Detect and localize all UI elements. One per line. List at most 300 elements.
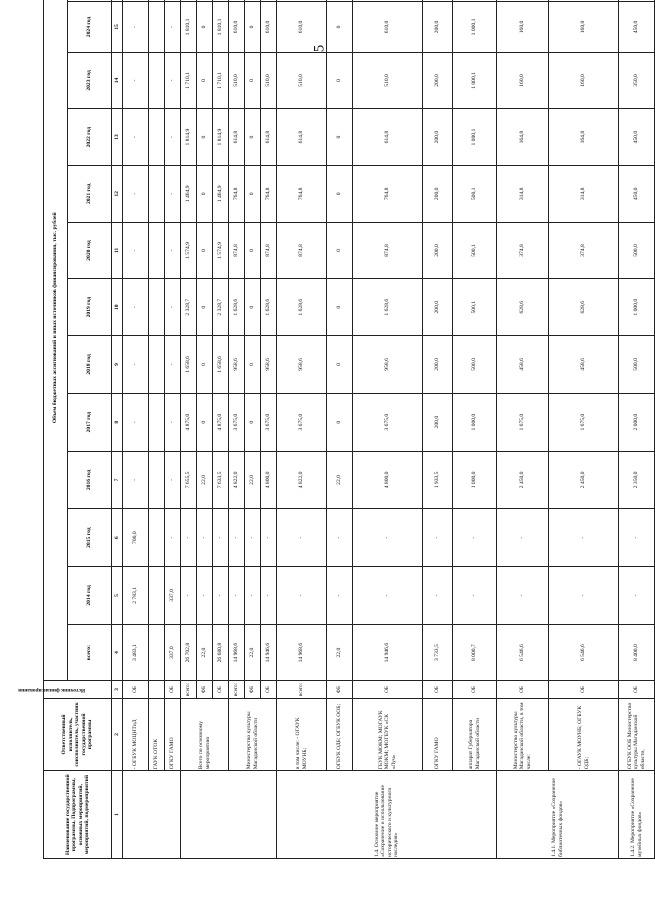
value-cell: - (453, 567, 497, 625)
value-cell: 500,0 (619, 336, 655, 394)
table-row (327, 0, 353, 859)
responsible-cell: в том числе: - ОГАУК МОУНБ; (277, 698, 327, 771)
value-cell: 874,8 (261, 222, 277, 279)
value-cell: 1 574,9 (181, 222, 197, 279)
value-cell: - (165, 336, 181, 394)
value-cell: 22,0 (327, 624, 353, 681)
value-cell: 200,0 (423, 109, 453, 166)
source-cell: ОБ (213, 681, 229, 698)
source-cell: ОБ (123, 681, 149, 698)
value-cell: 610,0 (261, 2, 277, 52)
value-cell: 510,0 (229, 52, 245, 109)
value-cell (327, 0, 353, 2)
value-cell: 628,6 (497, 279, 549, 336)
program-name-cell: 1.4.2. Мероприятие «Сохранение музейных фондов» (619, 771, 655, 859)
header-year: 2015 год (68, 509, 112, 567)
program-name-cell: 1.4. Основное мероприятие «Сохранение и использование исторического и культурного наследия» (277, 771, 497, 859)
value-cell: 2 350,0 (619, 451, 655, 509)
value-cell: 610,0 (277, 2, 327, 52)
value-cell: - (423, 567, 453, 625)
value-cell: 4 822,0 (229, 451, 245, 509)
value-cell: 1 675,0 (497, 393, 549, 451)
value-cell (149, 0, 165, 2)
program-name-cell (123, 771, 181, 859)
table-row (165, 0, 181, 859)
value-cell: 1 000,0 (453, 393, 497, 451)
value-cell: 0 (197, 393, 213, 451)
value-cell: 6 546,6 (497, 624, 549, 681)
value-cell: 0 (245, 52, 261, 109)
value-cell: - (123, 222, 149, 279)
column-index-cell: 15 (112, 2, 123, 52)
value-cell (149, 393, 165, 451)
value-cell: 2 450,0 (497, 451, 549, 509)
value-cell (149, 2, 165, 52)
value-cell: - (213, 509, 229, 567)
table-row (229, 0, 245, 859)
value-cell: 160,0 (497, 2, 549, 52)
value-cell: 1 628,6 (353, 279, 423, 336)
value-cell: 22,0 (245, 624, 261, 681)
value-cell (229, 0, 245, 2)
value-cell: 314,8 (549, 165, 619, 222)
value-cell: - (181, 509, 197, 567)
value-cell: - (423, 509, 453, 567)
table-row (123, 0, 149, 859)
column-index-row (112, 0, 123, 859)
column-index-cell: 9 (112, 336, 123, 394)
value-cell: - (165, 52, 181, 109)
table-row (353, 0, 423, 859)
value-cell: 500,1 (453, 279, 497, 336)
value-cell: 1 000,1 (453, 2, 497, 52)
value-cell: - (327, 567, 353, 625)
source-cell: ОБ (423, 681, 453, 698)
source-cell: всего: (277, 681, 327, 698)
value-cell: 874,8 (353, 222, 423, 279)
value-cell: - (549, 509, 619, 567)
value-cell: 1 810,1 (181, 2, 197, 52)
value-cell: 26 680,8 (213, 624, 229, 681)
value-cell: - (245, 567, 261, 625)
value-cell: 500,0 (619, 222, 655, 279)
value-cell: 874,8 (229, 222, 245, 279)
value-cell (497, 0, 549, 2)
value-cell: - (229, 567, 245, 625)
value-cell: - (497, 509, 549, 567)
source-cell: ОБ (497, 681, 549, 698)
table-row (619, 0, 655, 859)
value-cell: 764,8 (277, 165, 327, 222)
value-cell: 22,0 (197, 451, 213, 509)
responsible-cell: аппарат Губернатора Магаданской области (453, 698, 497, 771)
source-cell: ОБ (549, 681, 619, 698)
column-index-cell: 11 (112, 222, 123, 279)
value-cell (149, 509, 165, 567)
value-cell: 510,0 (261, 52, 277, 109)
value-cell: 0 (327, 165, 353, 222)
value-cell: 14 968,6 (277, 624, 327, 681)
value-cell: 450,0 (619, 2, 655, 52)
value-cell: 2 328,7 (213, 279, 229, 336)
source-cell: ОБ (165, 681, 181, 698)
value-cell: 7 655,5 (181, 451, 197, 509)
value-cell: 510,0 (353, 52, 423, 109)
value-cell (149, 109, 165, 166)
value-cell: 337,0 (165, 567, 181, 625)
value-cell: 0 (245, 109, 261, 166)
value-cell: 1 675,0 (549, 393, 619, 451)
rotated-table-container (18, 0, 646, 859)
responsible-cell: Министерство культуры Магаданской области, в том числе: (497, 698, 549, 771)
value-cell: 450,0 (619, 165, 655, 222)
value-cell: - (165, 109, 181, 166)
value-cell: - (123, 279, 149, 336)
table-row (181, 0, 197, 859)
value-cell: 614,8 (277, 109, 327, 166)
column-index-cell: 5 (112, 567, 123, 625)
value-cell: - (123, 109, 149, 166)
value-cell: 164,8 (549, 109, 619, 166)
value-cell: 0 (245, 165, 261, 222)
value-cell: - (165, 222, 181, 279)
column-index-cell: 10 (112, 279, 123, 336)
header-year: 2016 год (68, 451, 112, 509)
value-cell: 8 000,7 (453, 624, 497, 681)
value-cell: 1 000,0 (453, 451, 497, 509)
value-cell: 374,8 (549, 222, 619, 279)
value-cell: - (497, 567, 549, 625)
value-cell: 0 (245, 2, 261, 52)
source-cell: ФБ (245, 681, 261, 698)
value-cell: 0 (197, 109, 213, 166)
value-cell (149, 222, 165, 279)
value-cell: 4 800,0 (261, 451, 277, 509)
value-cell: 200,0 (423, 336, 453, 394)
value-cell: - (197, 567, 213, 625)
value-cell: 0 (327, 52, 353, 109)
value-cell (453, 0, 497, 2)
value-cell (181, 0, 197, 2)
value-cell: 0 (327, 109, 353, 166)
value-cell: - (123, 2, 149, 52)
value-cell (149, 279, 165, 336)
responsible-cell: Всего по основному мероприятию (181, 698, 229, 771)
value-cell: 200,0 (423, 165, 453, 222)
value-cell: 6 546,6 (549, 624, 619, 681)
value-cell: 4 800,0 (353, 451, 423, 509)
table-body (112, 0, 655, 859)
column-index-cell: 1 (112, 771, 123, 859)
value-cell (261, 0, 277, 2)
column-index-cell: 4 (112, 624, 123, 681)
value-cell (423, 0, 453, 2)
value-cell: 1 000,0 (619, 279, 655, 336)
value-cell (277, 0, 327, 2)
value-cell: 1 814,9 (181, 109, 197, 166)
header-year: 2024 год (68, 2, 112, 52)
value-cell: 1 710,1 (213, 52, 229, 109)
value-cell: 0 (197, 222, 213, 279)
value-cell: 350,0 (619, 52, 655, 109)
value-cell (123, 0, 149, 2)
value-cell: 160,0 (549, 52, 619, 109)
value-cell: - (123, 393, 149, 451)
value-cell: 200,0 (423, 2, 453, 52)
header-year: 2018 год (68, 336, 112, 394)
value-cell: - (165, 509, 181, 567)
source-cell: ОБ (353, 681, 423, 698)
header-name: Наименование государственной программы, Подпрограммы, основных мероприятий, мероприятий, подмероприятий (44, 771, 112, 859)
value-cell: 4 822,0 (277, 451, 327, 509)
value-cell (197, 0, 213, 2)
value-cell: 374,8 (497, 222, 549, 279)
column-index-cell (112, 0, 123, 2)
value-cell: - (123, 336, 149, 394)
header-year: 2022 год (68, 109, 112, 166)
value-cell: 0 (197, 52, 213, 109)
value-cell: - (123, 451, 149, 509)
value-cell: 3 733,5 (423, 624, 453, 681)
value-cell: 614,8 (261, 109, 277, 166)
column-index-cell: 7 (112, 451, 123, 509)
value-cell: 0 (245, 336, 261, 394)
value-cell: 628,6 (549, 279, 619, 336)
header-year: 2019 год (68, 279, 112, 336)
responsible-cell: - ОГБУК МОЦНТиД (123, 698, 149, 771)
header-responsible: Ответственный исполнитель, соисполнитель, участник государственной программы (44, 698, 112, 771)
value-cell: 2 328,7 (181, 279, 197, 336)
value-cell: 764,8 (261, 165, 277, 222)
table-row (453, 0, 497, 859)
source-cell: ОБ (453, 681, 497, 698)
responsible-cell: ОГБУК ООБ Министерство культуры Магаданской области, (619, 698, 655, 771)
value-cell: 0 (327, 2, 353, 52)
value-cell: - (549, 567, 619, 625)
value-cell: 0 (245, 393, 261, 451)
value-cell: - (453, 509, 497, 567)
value-cell: 26 702,8 (181, 624, 197, 681)
value-cell: 764,8 (353, 165, 423, 222)
responsible-cell: ОГКУ ГАМО (165, 698, 181, 771)
value-cell: 7 633,5 (213, 451, 229, 509)
value-cell: - (277, 567, 327, 625)
source-cell (149, 681, 165, 698)
value-cell: 0 (197, 279, 213, 336)
value-cell: - (165, 451, 181, 509)
value-cell: - (181, 567, 197, 625)
value-cell: 1 000,1 (453, 109, 497, 166)
value-cell: 458,6 (549, 336, 619, 394)
value-cell (149, 52, 165, 109)
page-number: 5 (311, 44, 328, 53)
value-cell: 2 783,1 (123, 567, 149, 625)
responsible-cell: ОГКУ ГАМО (423, 698, 453, 771)
header-source-label: Источник финансирования (18, 686, 86, 693)
responsible-cell: ГАУК ОТОК (149, 698, 165, 771)
value-cell: 0 (245, 222, 261, 279)
funding-table (18, 0, 655, 859)
value-cell: 764,8 (229, 165, 245, 222)
value-cell: 1 933,5 (423, 451, 453, 509)
value-cell: - (165, 279, 181, 336)
value-cell: 614,8 (229, 109, 245, 166)
value-cell: 3 675,0 (229, 393, 245, 451)
responsible-cell: - ОГАУК МОУНБ; ОГБУК ОДБ; (549, 698, 619, 771)
value-cell: 2 000,0 (619, 393, 655, 451)
value-cell: 610,0 (229, 2, 245, 52)
value-cell: 2 450,0 (549, 451, 619, 509)
header-year: 2020 год (68, 222, 112, 279)
value-cell: 958,6 (277, 336, 327, 394)
value-cell (353, 0, 423, 2)
value-cell: 22,0 (245, 451, 261, 509)
value-cell: - (353, 567, 423, 625)
column-index-cell: 2 (112, 698, 123, 771)
header-year (68, 0, 112, 2)
value-cell: 200,0 (423, 222, 453, 279)
value-cell: 3 675,0 (277, 393, 327, 451)
header-source (18, 681, 112, 698)
source-cell: ОБ (261, 681, 277, 698)
value-cell: 700,0 (123, 509, 149, 567)
column-index-cell: 12 (112, 165, 123, 222)
value-cell: 1 628,6 (229, 279, 245, 336)
value-cell (149, 567, 165, 625)
value-cell: 1 658,6 (213, 336, 229, 394)
value-cell: 614,8 (353, 109, 423, 166)
value-cell (149, 165, 165, 222)
value-cell: 200,0 (423, 393, 453, 451)
source-cell: ФБ (327, 681, 353, 698)
program-name-cell (181, 771, 277, 859)
value-cell: 0 (327, 393, 353, 451)
value-cell: 164,8 (497, 109, 549, 166)
value-cell: 958,6 (261, 336, 277, 394)
value-cell: - (229, 509, 245, 567)
value-cell: - (619, 509, 655, 567)
value-cell: 1 710,1 (181, 52, 197, 109)
value-cell: - (197, 509, 213, 567)
value-cell: 200,0 (423, 279, 453, 336)
value-cell: 160,0 (497, 52, 549, 109)
value-cell: 160,0 (549, 2, 619, 52)
value-cell: 14 968,6 (229, 624, 245, 681)
value-cell: - (619, 567, 655, 625)
value-cell: - (327, 509, 353, 567)
value-cell: 22,0 (197, 624, 213, 681)
value-cell: 4 875,0 (213, 393, 229, 451)
value-cell: 0 (245, 279, 261, 336)
value-cell: 314,8 (497, 165, 549, 222)
value-cell: 0 (327, 336, 353, 394)
value-cell: 1 628,6 (261, 279, 277, 336)
value-cell: - (277, 509, 327, 567)
table-row (149, 0, 165, 859)
value-cell (213, 0, 229, 2)
value-cell: 458,6 (497, 336, 549, 394)
value-cell: 3 483,1 (123, 624, 149, 681)
value-cell: 8 400,0 (619, 624, 655, 681)
value-cell: 958,6 (353, 336, 423, 394)
value-cell: 14 946,6 (353, 624, 423, 681)
value-cell: 0 (197, 336, 213, 394)
responsible-cell: ГБУК МОКМ; МОГАУК МОКМ; МОГБУК «СК «Луч» (353, 698, 423, 771)
value-cell: 958,6 (229, 336, 245, 394)
table-row (423, 0, 453, 859)
value-cell: - (245, 509, 261, 567)
value-cell (549, 0, 619, 2)
value-cell: 500,1 (453, 165, 497, 222)
header-year: 2017 год (68, 393, 112, 451)
value-cell: 450,0 (619, 109, 655, 166)
value-cell: 22,0 (327, 451, 353, 509)
value-cell (149, 451, 165, 509)
value-cell: 1 000,1 (453, 52, 497, 109)
value-cell: - (213, 567, 229, 625)
value-cell: 1 464,9 (181, 165, 197, 222)
value-cell: 4 875,0 (181, 393, 197, 451)
value-cell: 1 658,6 (181, 336, 197, 394)
value-cell: 14 946,6 (261, 624, 277, 681)
value-cell: 1 814,9 (213, 109, 229, 166)
value-cell (149, 624, 165, 681)
source-cell: всего: (229, 681, 245, 698)
value-cell: - (261, 567, 277, 625)
value-cell: 1 574,9 (213, 222, 229, 279)
value-cell: 610,0 (353, 2, 423, 52)
value-cell: 3 675,0 (353, 393, 423, 451)
value-cell (245, 0, 261, 2)
value-cell: 1 810,1 (213, 2, 229, 52)
responsible-cell: ОГБУК ОДБ; ОГБУК ООБ; (327, 698, 353, 771)
value-cell (165, 0, 181, 2)
value-cell: 874,8 (277, 222, 327, 279)
value-cell: 0 (197, 165, 213, 222)
value-cell: - (123, 165, 149, 222)
program-name-cell: 1.4.1. Мероприятие «Сохранение библиотечных фондов» (497, 771, 619, 859)
header-volume: Объем бюджетных ассигнований и иных источников финансирования, тыс. рублей (44, 0, 68, 681)
value-cell: - (165, 393, 181, 451)
value-cell: 3 675,0 (261, 393, 277, 451)
source-cell: ФБ (197, 681, 213, 698)
header-year: 2021 год (68, 165, 112, 222)
value-cell: 0 (327, 279, 353, 336)
value-cell: 1 628,6 (277, 279, 327, 336)
source-cell: всего: (181, 681, 197, 698)
table-row (277, 0, 327, 859)
header-year: 2014 год (68, 567, 112, 625)
value-cell (149, 336, 165, 394)
value-cell: - (165, 2, 181, 52)
value-cell: - (123, 52, 149, 109)
value-cell: 500,0 (453, 336, 497, 394)
value-cell: 0 (327, 222, 353, 279)
column-index-cell: 6 (112, 509, 123, 567)
value-cell: 200,0 (423, 52, 453, 109)
column-index-cell: 8 (112, 393, 123, 451)
responsible-cell: Министерство культуры Магаданской области (229, 698, 277, 771)
value-cell: - (353, 509, 423, 567)
value-cell: - (261, 509, 277, 567)
column-index-cell: 13 (112, 109, 123, 166)
value-cell: 510,0 (277, 52, 327, 109)
source-cell: ОБ (619, 681, 655, 698)
table-row (497, 0, 549, 859)
value-cell: 1 464,9 (213, 165, 229, 222)
value-cell: - (165, 165, 181, 222)
column-index-cell: 3 (112, 681, 123, 698)
